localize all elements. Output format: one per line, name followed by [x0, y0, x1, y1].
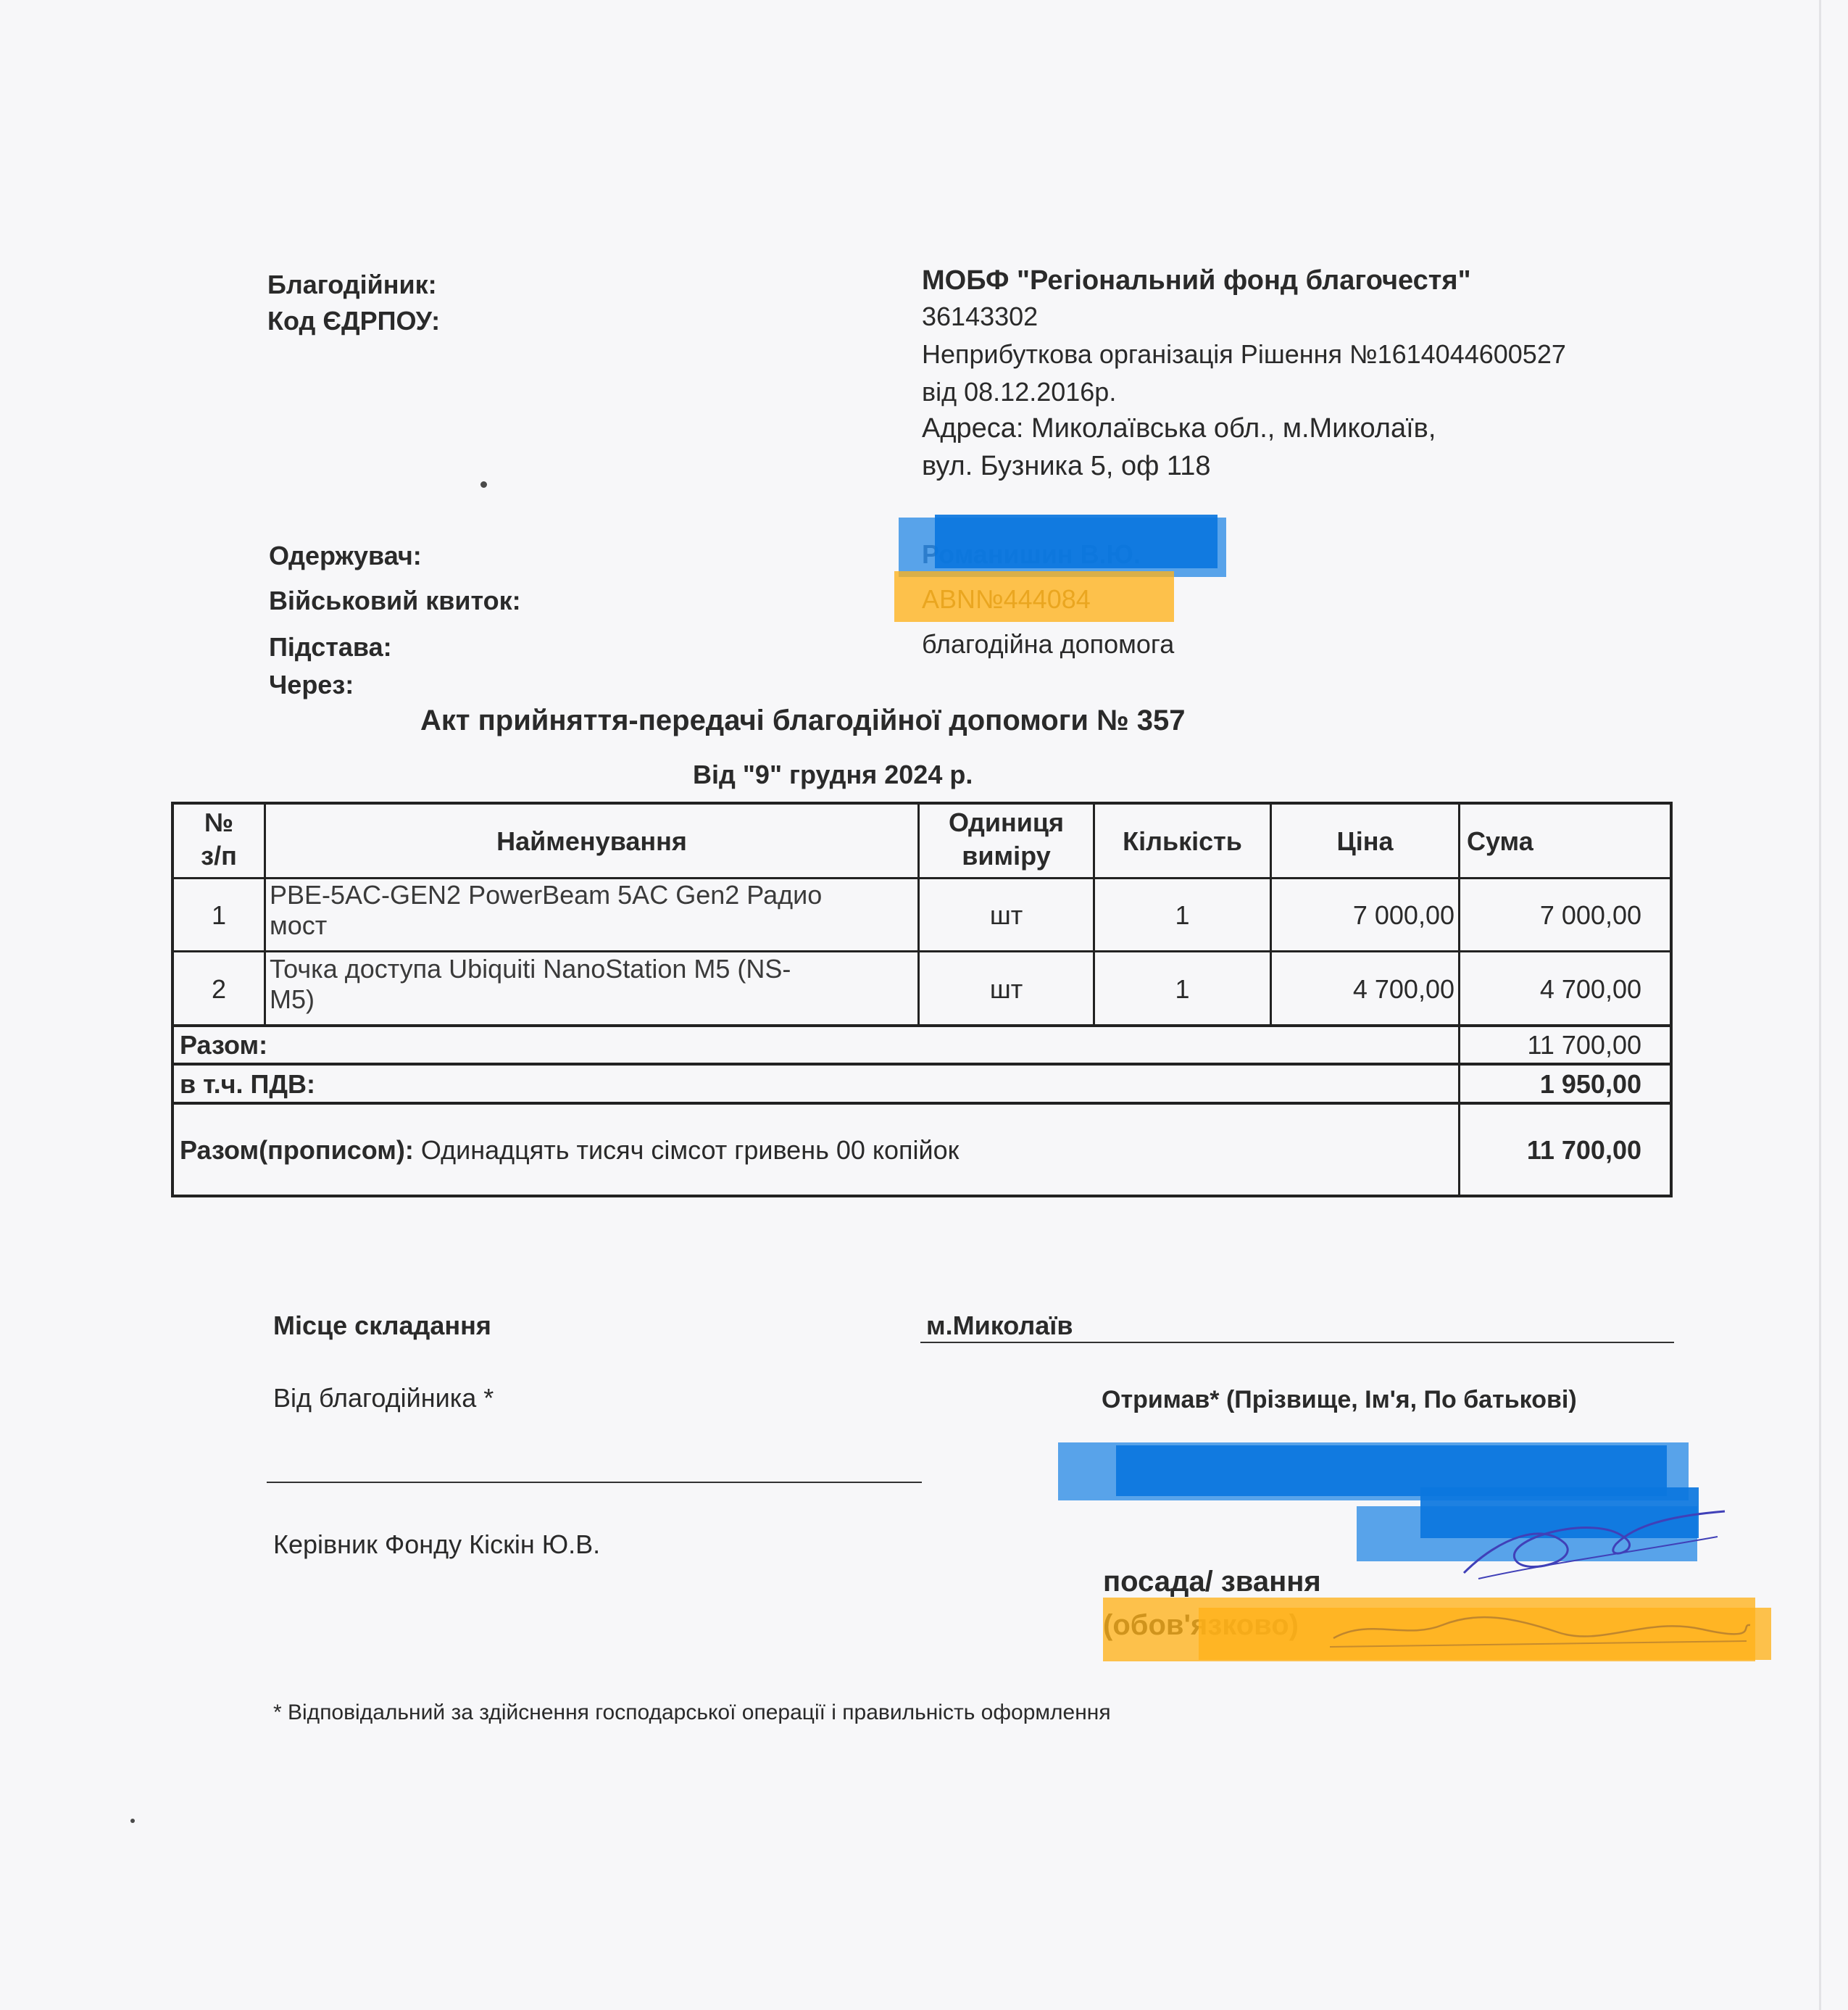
header-num-line1: №: [204, 807, 234, 837]
row1-price: 7 000,00: [1352, 900, 1454, 930]
donor-name: МОБФ "Регіональний фонд благочестя": [922, 265, 1471, 296]
position-label: посада/ звання: [1103, 1566, 1321, 1598]
basis-label: Підстава:: [269, 632, 392, 662]
row1-unit: шт: [989, 900, 1023, 930]
table-border: [1670, 802, 1673, 1197]
row1-num: 1: [211, 900, 227, 930]
paper-speck: [130, 1819, 135, 1823]
table-border: [171, 1063, 1673, 1066]
recipient-basis: благодійна допомога: [922, 629, 1175, 659]
header-unit: [920, 806, 1093, 873]
footnote: * Відповідальний за здійснення господарської операції і правильність оформлення: [273, 1700, 1111, 1724]
header-price: Ціна: [1336, 826, 1394, 856]
row2-name: [270, 954, 915, 1015]
act-date: Від "9" грудня 2024 р.: [693, 760, 973, 789]
row2-price: 4 700,00: [1352, 974, 1454, 1004]
donor-status-line2: від 08.12.2016р.: [922, 377, 1117, 407]
header-num-line2: з/п: [201, 841, 237, 871]
page-edge: [1819, 0, 1821, 2010]
place-value: м.Миколаїв: [926, 1311, 1073, 1340]
donor-address-line2: вул. Бузника 5, оф 118: [922, 451, 1211, 481]
row1-name-line1: PBE-5AC-GEN2 PowerBeam 5AC Gen2 Радио: [270, 880, 823, 910]
header-num: [174, 806, 264, 873]
words-value: 11 700,00: [1526, 1135, 1641, 1165]
row1-name: [270, 880, 915, 941]
via-label: Через:: [269, 670, 354, 699]
header-sum: Сума: [1467, 826, 1533, 856]
row1-qty: 1: [1175, 900, 1190, 930]
act-title: Акт прийняття-передачі благодійної допомоги № 357: [420, 705, 1186, 736]
handwritten-position: [1326, 1603, 1754, 1654]
header-unit-line2: виміру: [962, 841, 1051, 871]
donor-label: Благодійник:: [267, 270, 437, 299]
from-donor-label: Від благодійника *: [273, 1383, 494, 1413]
table-border: [171, 1195, 1673, 1197]
table-border: [171, 1102, 1673, 1105]
total-value: 11 700,00: [1527, 1030, 1641, 1060]
place-label: Місце складання: [273, 1311, 491, 1340]
total-label: Разом:: [180, 1030, 268, 1060]
military-id-label: Військовий квиток:: [269, 586, 521, 615]
paper-speck: [480, 481, 487, 488]
row1-name-line2: мост: [270, 910, 328, 940]
place-underline: [920, 1342, 1674, 1343]
words-text: Одинадцять тисяч сімсот гривень 00 копійок: [413, 1135, 960, 1165]
table-border: [171, 1024, 1673, 1027]
redaction-mark: [894, 571, 1174, 622]
words-label: Разом(прописом):: [180, 1135, 414, 1165]
table-border: [171, 802, 1673, 805]
recipient-label: Одержувач:: [269, 541, 422, 570]
code-label: Код ЄДРПОУ:: [267, 306, 441, 336]
vat-label: в т.ч. ПДВ:: [180, 1069, 316, 1099]
row2-name-line1: Точка доступа Ubiquiti NanoStation M5 (NS-: [270, 954, 791, 984]
received-label: Отримав* (Прізвище, Ім'я, По батькові): [1102, 1386, 1577, 1413]
table-border: [171, 950, 1673, 952]
amount-in-words: [180, 1135, 959, 1166]
handwritten-signature: [1435, 1493, 1739, 1587]
donor-status-line1: Неприбуткова організація Рішення №1614044600527: [922, 339, 1566, 369]
table-border: [171, 877, 1673, 879]
donor-code: 36143302: [922, 302, 1039, 331]
header-qty: Кількість: [1123, 826, 1242, 856]
row2-qty: 1: [1175, 974, 1190, 1004]
row2-sum: 4 700,00: [1539, 974, 1641, 1004]
head-of-fund: Керівник Фонду Кіскін Ю.В.: [273, 1529, 601, 1559]
row2-name-line2: M5): [270, 984, 315, 1014]
row1-sum: 7 000,00: [1539, 900, 1641, 930]
donor-address-line1: Адреса: Миколаївська обл., м.Миколаїв,: [922, 413, 1436, 444]
header-name: Найменування: [496, 826, 687, 856]
redaction-mark: [935, 515, 1218, 568]
row2-unit: шт: [989, 974, 1023, 1004]
vat-value: 1 950,00: [1539, 1069, 1641, 1099]
row2-num: 2: [211, 974, 227, 1004]
header-unit-line1: Одиниця: [948, 807, 1065, 837]
donor-signature-line: [267, 1482, 922, 1483]
